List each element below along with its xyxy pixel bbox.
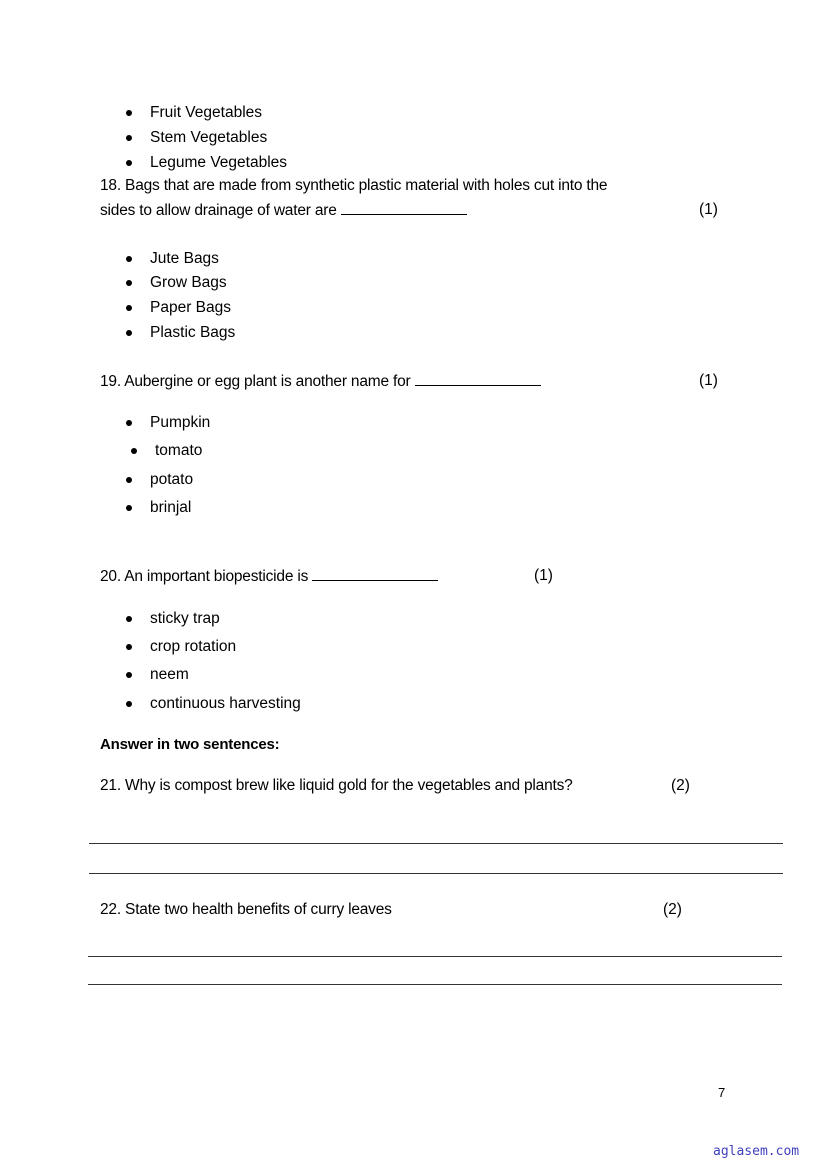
- option-item: Pumpkin: [150, 414, 211, 431]
- option-item: tomato: [155, 442, 203, 459]
- question-18-line2: [100, 200, 467, 221]
- option-item: Legume Vegetables: [150, 154, 288, 171]
- option-item: continuous harvesting: [150, 695, 301, 712]
- answer-line: [88, 956, 782, 957]
- section-heading: Answer in two sentences:: [100, 736, 280, 753]
- marks: (1): [534, 567, 553, 584]
- answer-blank: [312, 566, 438, 581]
- answer-line: [88, 984, 782, 985]
- marks: (2): [671, 777, 690, 794]
- option-item: Stem Vegetables: [150, 129, 268, 146]
- marks: (2): [663, 901, 682, 918]
- question-20-text: 20. An important biopesticide is: [100, 568, 309, 585]
- question-18-text: sides to allow drainage of water are: [100, 202, 337, 219]
- question-18-line1: 18. Bags that are made from synthetic plastic material with holes cut into the: [100, 177, 608, 194]
- question-20: [100, 566, 438, 587]
- page-number: 7: [718, 1085, 726, 1100]
- marks: (1): [699, 201, 718, 218]
- question-22: 22. State two health benefits of curry leaves: [100, 901, 392, 918]
- option-item: sticky trap: [150, 610, 220, 627]
- option-item: Paper Bags: [150, 299, 231, 316]
- answer-blank: [341, 200, 467, 215]
- answer-blank: [415, 371, 541, 386]
- option-item: crop rotation: [150, 638, 237, 655]
- option-item: Fruit Vegetables: [150, 104, 263, 121]
- option-item: potato: [150, 471, 194, 488]
- answer-line: [89, 873, 783, 874]
- answer-line: [89, 843, 783, 844]
- option-item: Plastic Bags: [150, 324, 236, 341]
- question-19: [100, 371, 541, 392]
- option-item: brinjal: [150, 499, 192, 516]
- question-19-text: 19. Aubergine or egg plant is another name for: [100, 373, 411, 390]
- question-21: 21. Why is compost brew like liquid gold for the vegetables and plants?: [100, 777, 573, 794]
- option-item: Jute Bags: [150, 250, 219, 267]
- option-item: Grow Bags: [150, 274, 227, 291]
- marks: (1): [699, 372, 718, 389]
- option-item: neem: [150, 666, 189, 683]
- watermark: aglasem.com: [713, 1144, 800, 1159]
